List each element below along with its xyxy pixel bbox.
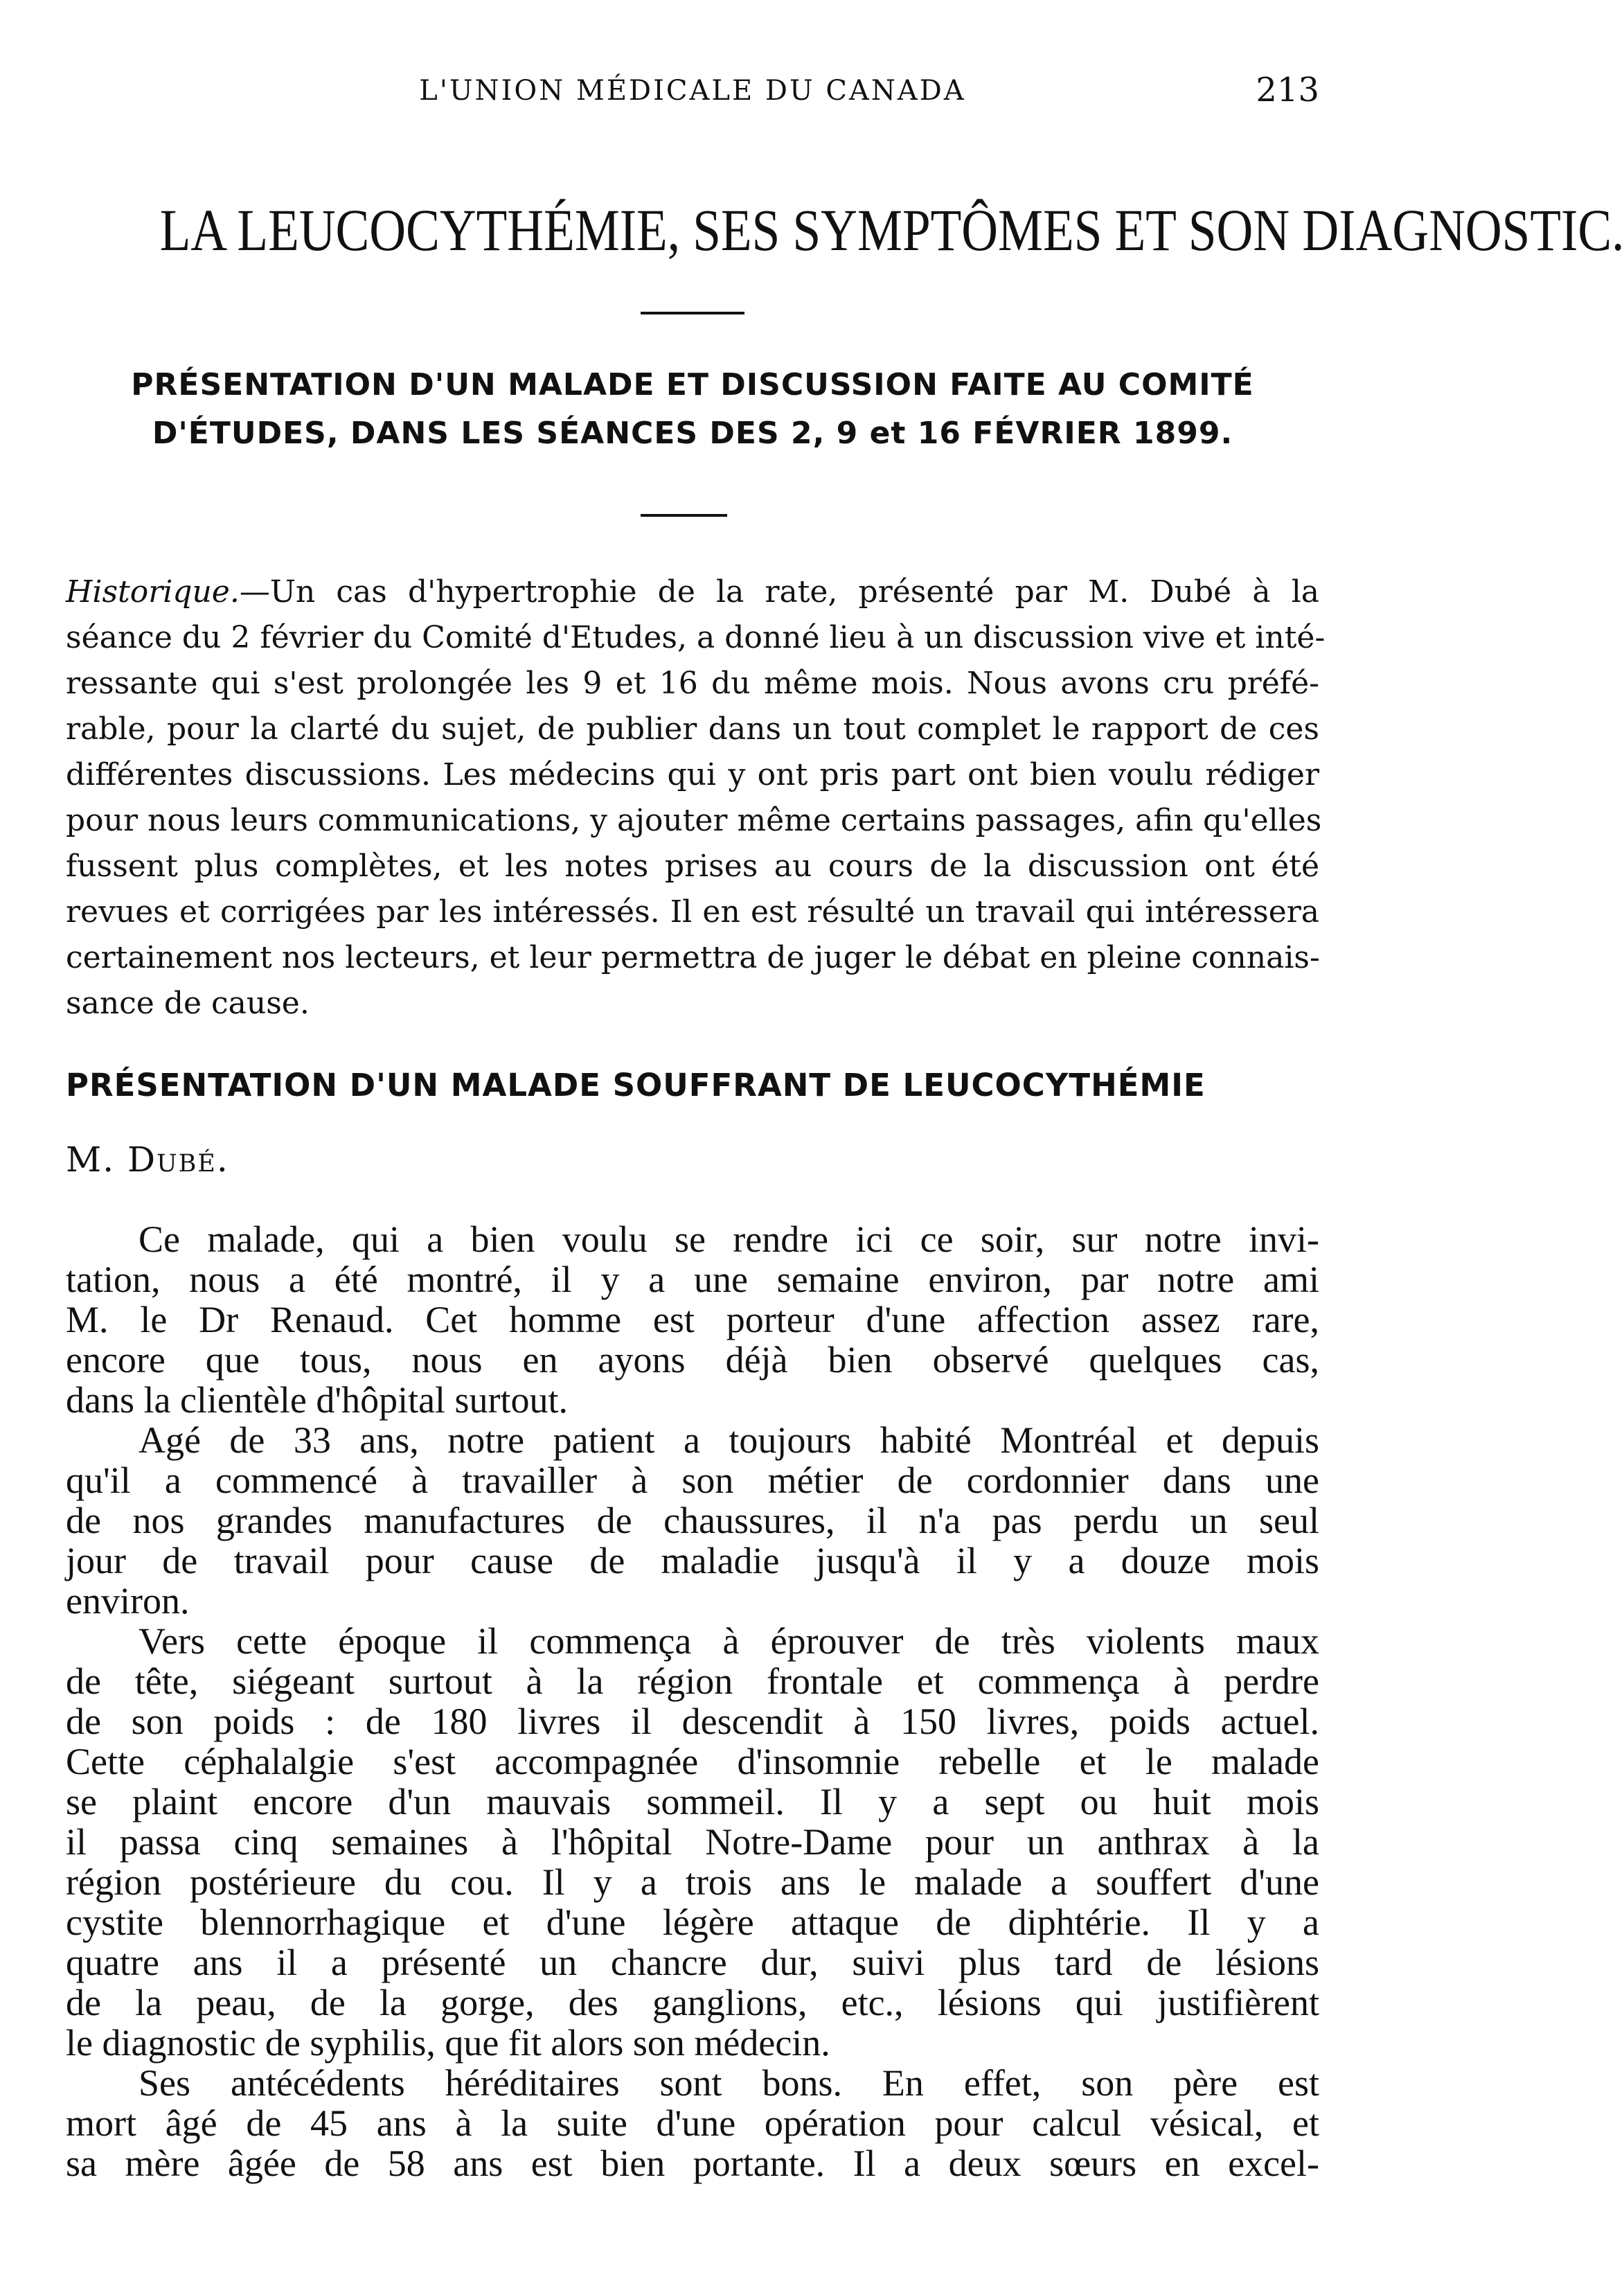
body-line: il passa cinq semaines à l'hôpital Notre-Dame pour un anthrax à la [66, 1821, 1319, 1863]
body-text [66, 1219, 1319, 2183]
body-line: Vers cette époque il commença à éprouver de très violents maux [139, 1620, 1319, 1662]
body-line: région postérieure du cou. Il y a trois ans le malade a souffert d'une [66, 1861, 1319, 1903]
historique-line: revues et corrigées par les intéressés. Il en est résulté un travail qui intéressera [66, 894, 1319, 930]
historique-paragraph [66, 569, 1326, 1027]
historique-line [66, 569, 1319, 615]
body-line: de la peau, de la gorge, des ganglions, etc., lésions qui justifièrent [66, 1982, 1319, 2023]
historique-line: fussent plus complètes, et les notes prises au cours de la discussion ont été [66, 849, 1319, 884]
subtitle-line-2: D'ÉTUDES, DANS LES SÉANCES DES 2, 9 et 16 FÉVRIER 1899. [152, 416, 1233, 451]
body-line: tation, nous a été montré, il y a une semaine environ, par notre ami [66, 1259, 1319, 1300]
historique-line: séance du 2 février du Comité d'Etudes, a donné lieu à un discussion vive et inté- [66, 620, 1326, 655]
subtitle-divider [641, 514, 727, 517]
body-line: de tête, siégeant surtout à la région frontale et commença à perdre [66, 1660, 1319, 1702]
title-divider [641, 312, 744, 314]
subtitle-line-1: PRÉSENTATION D'UN MALADE ET DISCUSSION FAITE AU COMITÉ [131, 367, 1254, 402]
body-line: jour de travail pour cause de maladie jusqu'à il y a douze mois [66, 1540, 1319, 1581]
body-line: se plaint encore d'un mauvais sommeil. Il y a sept ou huit mois [66, 1781, 1319, 1823]
historique-line: ressante qui s'est prolongée les 9 et 16 du même mois. Nous avons cru préfé- [66, 666, 1319, 701]
section-heading: PRÉSENTATION D'UN MALADE SOUFFRANT DE LEUCOCYTHÉMIE [66, 1067, 1206, 1103]
body-line: mort âgé de 45 ans à la suite d'une opération pour calcul vésical, et [66, 2102, 1319, 2144]
body-line: sa mère âgée de 58 ans est bien portante. Il a deux sœurs en excel- [66, 2143, 1319, 2184]
historique-line: certainement nos lecteurs, et leur permettra de juger le débat en pleine connais- [66, 940, 1320, 975]
historique-line: rable, pour la clarté du sujet, de publier dans un tout complet le rapport de ces [66, 711, 1319, 747]
historique-line-text: —Un cas d'hypertrophie de la rate, présenté par M. Dubé à la [239, 574, 1319, 610]
historique-line: pour nous leurs communications, y ajouter même certains passages, afin qu'elles [66, 803, 1322, 838]
body-line: de nos grandes manufactures de chaussures, il n'a pas perdu un seul [66, 1500, 1319, 1541]
body-line: dans la clientèle d'hôpital surtout. [66, 1379, 569, 1421]
body-line: le diagnostic de syphilis, que fit alors son médecin. [66, 2022, 830, 2064]
body-line: Ce malade, qui a bien voulu se rendre ici ce soir, sur notre invi- [139, 1218, 1319, 1260]
body-line: Agé de 33 ans, notre patient a toujours habité Montréal et depuis [139, 1419, 1319, 1461]
article-title: LA LEUCOCYTHÉMIE, SES SYMPTÔMES ET SON DIAGNOSTIC. [159, 197, 1624, 263]
body-line: Ses antécédents héréditaires sont bons. En effet, son père est [139, 2062, 1319, 2104]
body-line: M. le Dr Renaud. Cet homme est porteur d'une affection assez rare, [66, 1299, 1319, 1340]
body-line: de son poids : de 180 livres il descendit à 150 livres, poids actuel. [66, 1701, 1319, 1742]
speaker-name: M. Dubé. [66, 1140, 229, 1180]
body-line: environ. [66, 1580, 190, 1622]
body-line: Cette céphalalgie s'est accompagnée d'insomnie rebelle et le malade [66, 1741, 1319, 1782]
body-line: cystite blennorrhagique et d'une légère attaque de diphtérie. Il y a [66, 1901, 1319, 1943]
historique-line: différentes discussions. Les médecins qui y ont pris part ont bien voulu rédiger [66, 757, 1319, 792]
historique-line: sance de cause. [66, 986, 310, 1021]
page-number: 213 [1256, 71, 1319, 109]
body-line: encore que tous, nous en ayons déjà bien observé quelques cas, [66, 1339, 1319, 1381]
running-head [66, 68, 1319, 116]
running-title: L'UNION MÉDICALE DU CANADA [419, 75, 966, 107]
body-line: quatre ans il a présenté un chancre dur, suivi plus tard de lésions [66, 1942, 1319, 1983]
body-line: qu'il a commencé à travailler à son métier de cordonnier dans une [66, 1460, 1319, 1501]
historique-lead: Historique. [66, 574, 240, 610]
